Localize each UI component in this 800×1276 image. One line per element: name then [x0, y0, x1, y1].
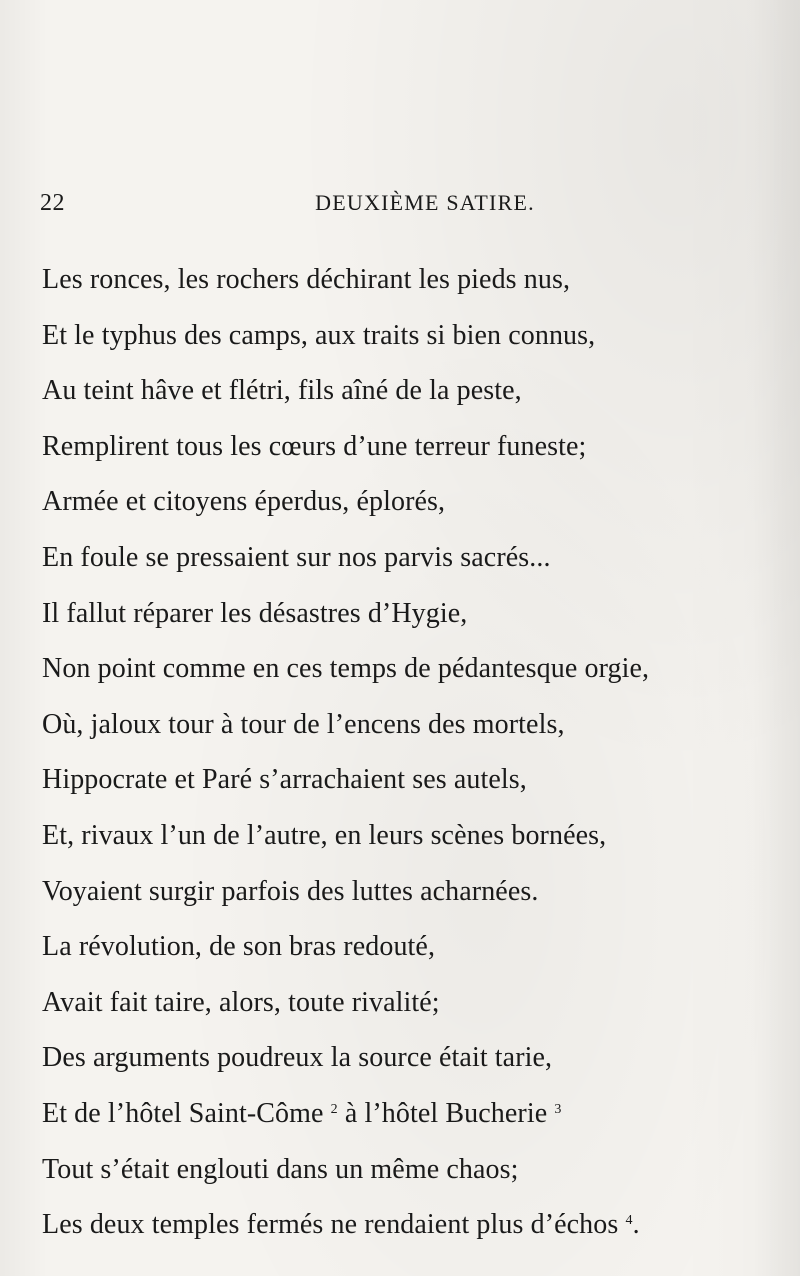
footnote-marker: 2 — [330, 1101, 338, 1117]
verse-line: Et de l’hôtel Saint-Côme $^2$ à l’hôtel Bucherie $^3$ — [42, 1097, 562, 1129]
verse-line: La révolution, de son bras redouté, — [42, 931, 436, 963]
verse-line: Au teint hâve et flétri, fils aîné de la peste, — [42, 375, 522, 407]
verse-line: Non point comme en ces temps de pédantesque orgie, — [42, 653, 650, 685]
footnote-marker: 4 — [625, 1213, 633, 1229]
verse-line: Et, rivaux l’un de l’autre, en leurs scènes bornées, — [42, 819, 607, 851]
verse-line: Et le typhus des camps, aux traits si bien connus, — [42, 319, 596, 351]
footnote-marker: 3 — [554, 1101, 562, 1117]
verse-line: Remplirent tous les cœurs d’une terreur funeste; — [42, 430, 587, 462]
verse-line: Voyaient surgir parfois des luttes acharnées. — [42, 875, 539, 907]
verse-line: Hippocrate et Paré s’arrachaient ses autels, — [42, 764, 527, 796]
verse-line: Avait fait taire, alors, toute rivalité; — [42, 986, 440, 1018]
verse-line: Tout s’était englouti dans un même chaos; — [42, 1153, 519, 1185]
page-number: 22 — [40, 190, 65, 216]
verse-list — [42, 252, 772, 1253]
verse-line: Où, jaloux tour à tour de l’encens des mortels, — [42, 708, 565, 740]
verse-line: Les deux temples fermés ne rendaient plus d’échos $^4$. — [42, 1209, 640, 1241]
verse-line: Les ronces, les rochers déchirant les pieds nus, — [42, 264, 571, 295]
verse-line: Des arguments poudreux la source était tarie, — [42, 1042, 553, 1074]
verse-line: Il fallut réparer les désastres d’Hygie, — [42, 597, 468, 629]
page-header — [40, 190, 760, 230]
running-title: DEUXIÈME SATIRE. — [315, 190, 535, 215]
verse-line: En foule se pressaient sur nos parvis sacrés... — [42, 541, 551, 573]
verse-line: Armée et citoyens éperdus, éplorés, — [42, 486, 446, 518]
